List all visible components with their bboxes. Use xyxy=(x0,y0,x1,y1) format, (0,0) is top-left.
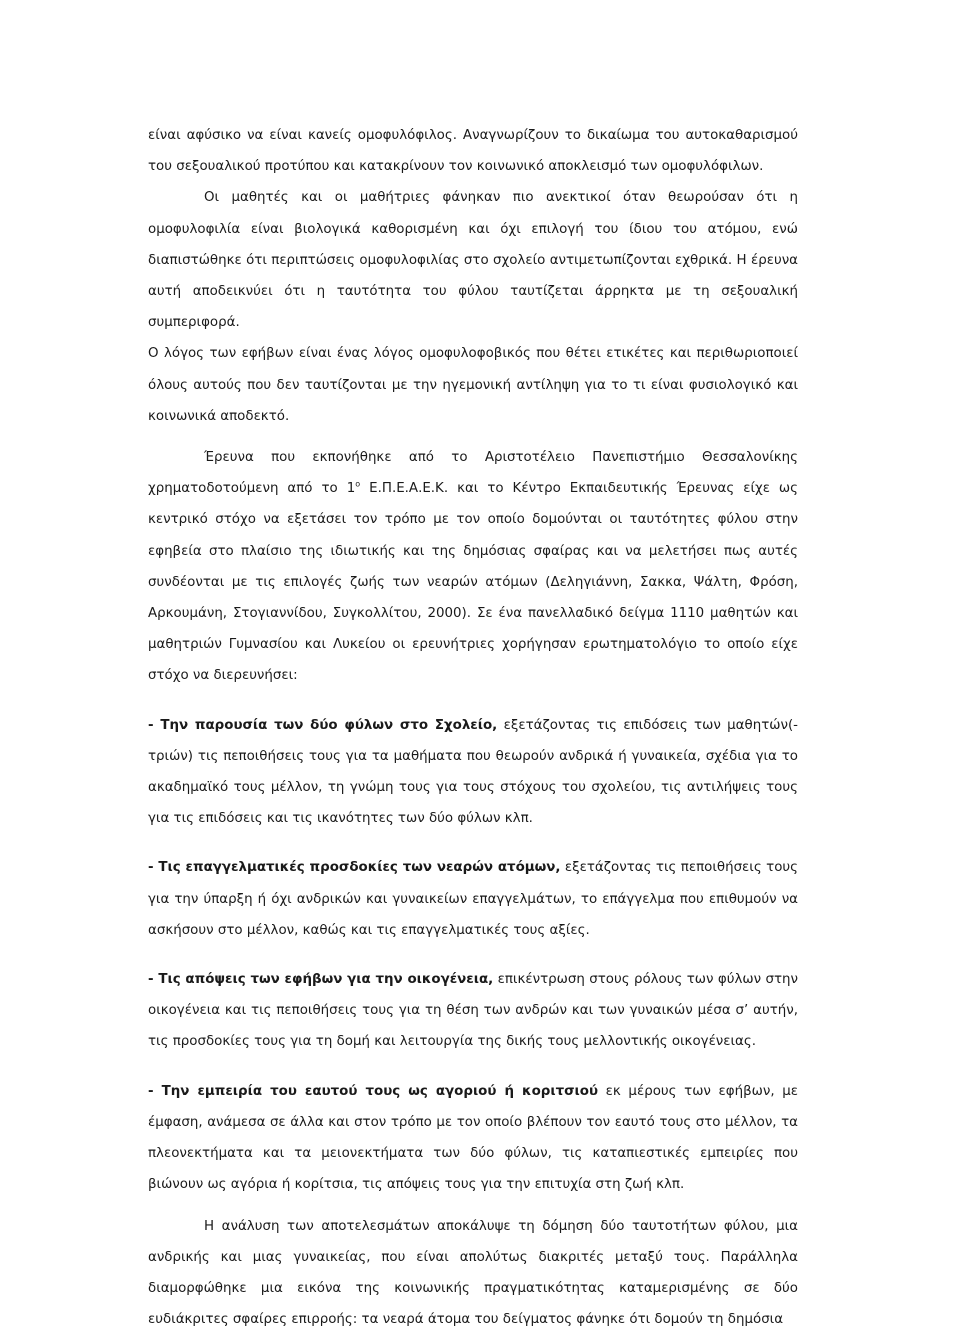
research-item-self-experience xyxy=(148,1076,798,1201)
paragraph-4-part-2: Ε.Π.Ε.Α.Ε.Κ. και το Κέντρο Εκπαιδευτικής Έρευνας είχε ως κεντρικό στόχο να εξετάσει τον τρόπο με τον οποίο δομούνται οι ταυτότητες φύλου στην εφηβεία στο πλαίσιο της ιδιωτικής και της δημόσιας σφαίρας και να μελετήσει πως αυτές συνδέονται με τις επιλογές ζωής των νεαρών ατόμων (Δεληγιάννη, Σακκα, Ψάλτη, Φρόση, Αρκουμάνη, Στογιαννίδου, Συγκολλίτου, 2000). Σε ένα πανελλαδικό δείγμα 1110 μαθητών και μαθητριών Γυμνασίου και Λυκείου οι ερευνήτριες χορήγησαν ερωτηματολόγιο το οποίο είχε στόχο να διερευνήσει: xyxy=(148,481,798,683)
research-item-family xyxy=(148,964,798,1058)
research-item-career xyxy=(148,852,798,946)
ordinal-superscript: ο xyxy=(355,480,360,489)
paragraph-3: Ο λόγος των εφήβων είναι ένας λόγος ομοφυλοφοβικός που θέτει ετικέτες και περιθωριοποιεί όλους αυτούς που δεν ταυτίζονται με την ηγεμονική αντίληψη για το τι είναι φυσιολογικό και κοινωνικά αποδεκτό. xyxy=(148,338,798,432)
research-item-school xyxy=(148,710,798,835)
closing-paragraph: Η ανάλυση των αποτελεσμάτων αποκάλυψε τη δόμηση δύο ταυτοτήτων φύλου, μια ανδρικής και μιας γυναικείας, που είναι απολύτως διακριτές μεταξύ τους. Παράλληλα διαμορφώθηκε μια εικόνα της κοινωνικής πραγματικότητας καταμερισμένης σε δύο ευδιάκριτες σφαίρες επιρροής: τα νεαρά άτομα του δείγματος φάνηκε ότι δομούν τη δημόσια xyxy=(148,1211,798,1335)
research-item-text: εξετάζοντας τις επιδόσεις των μαθητών(-τριών) τις πεποιθήσεις τους για τα μαθήματα που θεωρούν ανδρικά ή γυναικεία, σχέδια για το ακαδημαϊκό τους μέλλον, τη γνώμη τους για τους στόχους του σχολείου, τις αντιλήψεις τους για τις επιδόσεις και τις ικανότητες των δύο φύλων κλπ. xyxy=(148,718,798,827)
research-item-heading: - Την εμπειρία του εαυτού τους ως αγοριού ή κοριτσιού xyxy=(148,1084,598,1099)
research-item-heading: - Την παρουσία των δύο φύλων στο Σχολείο, xyxy=(148,718,497,733)
research-item-text: επικέντρωση στους ρόλους των φύλων στην οικογένεια και τις πεποιθήσεις τους για τη θέση των ανδρών και των γυναικών μέσα σ’ αυτήν, τις προσδοκίες τους για τη δομή και λειτουργία της δικής τους μελλοντικής οικογένειας. xyxy=(148,972,798,1049)
paragraph-4-part-1: Έρευνα που εκπονήθηκε από το Αριστοτέλειο Πανεπιστήμιο Θεσσαλονίκης χρηματοδοτούμενη από το 1 xyxy=(148,450,798,496)
paragraph-4 xyxy=(148,442,798,692)
research-item-text: εξετάζοντας τις πεποιθήσεις τους για την ύπαρξη ή όχι ανδρικών και γυναικείων επαγγελμάτων, το επάγγελμα που επιθυμούν να ασκήσουν στο μέλλον, καθώς και τις επαγγελματικές τους αξίες. xyxy=(148,860,798,937)
paragraph-2: Οι μαθητές και οι μαθήτριες φάνηκαν πιο ανεκτικοί όταν θεωρούσαν ότι η ομοφυλοφιλία είναι βιολογικά καθορισμένη και όχι επιλογή του ίδιου του ατόμου, ενώ διαπιστώθηκε ότι περιπτώσεις ομοφυλοφιλίας στο σχολείο αντιμετωπίζονται εχθρικά. Η έρευνα αυτή αποδεικνύει ότι η ταυτότητα του φύλου ταυτίζεται άρρηκτα με τη σεξουαλική συμπεριφορά. xyxy=(148,182,798,338)
research-item-heading: - Τις απόψεις των εφήβων για την οικογένεια, xyxy=(148,972,493,987)
paragraph-1: είναι αφύσικο να είναι κανείς ομοφυλόφιλος. Αναγνωρίζουν το δικαίωμα του αυτοκαθαρισμού του σεξουαλικού προτύπου και κατακρίνουν τον κοινωνικό αποκλεισμό των ομοφυλόφιλων. xyxy=(148,120,798,182)
research-item-text: εκ μέρους των εφήβων, με έμφαση, ανάμεσα σε άλλα και στον τρόπο με τον οποίο βλέπουν τον εαυτό τους στο μέλλον, τα πλεονεκτήματα και τα μειονεκτήματα των δύο φύλων, τις καταπιεστικές εμπειρίες που βιώνουν ως αγόρια ή κορίτσια, τις απόψεις τους για την επιτυχία στη ζωή κλπ. xyxy=(148,1084,798,1193)
document-body xyxy=(148,120,798,1335)
research-item-heading: - Τις επαγγελματικές προσδοκίες των νεαρών ατόμων, xyxy=(148,860,560,875)
